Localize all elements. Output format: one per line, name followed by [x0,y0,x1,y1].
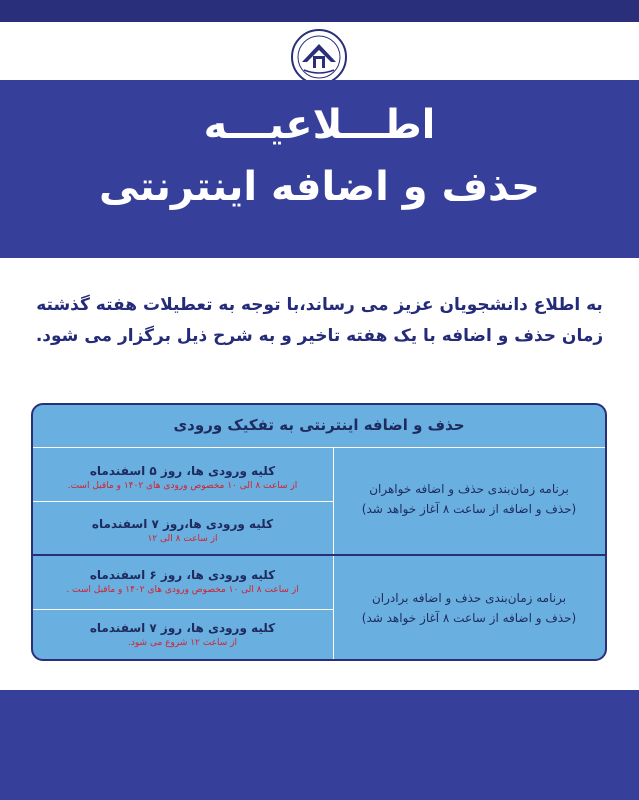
announcement-title: اطـــلاعیـــه [203,102,436,148]
cell-note-text: از ساعت ۱۲ شروع می شود. [128,638,237,648]
group-label-sisters: برنامه زمان‌بندی حذف و اضافه خواهران (حذف و اضافه از ساعت ۸ آغاز خواهد شد) [361,482,577,516]
university-logo [290,28,348,86]
announcement-subtitle: حذف و اضافه اینترنتی [99,164,540,210]
cell-note-text: از ساعت ۸ الی ۱۰ مخصوص ورودی های ۱۴۰۲ و ماقبل است . [66,585,299,595]
table-cell [33,567,332,597]
university-logo-icon [290,28,348,86]
intro-line-2: زمان حذف و اضافه با یک هفته تاخیر و به شرح ذیل برگزار می شود. [35,326,604,346]
cell-note-text: از ساعت ۸ الی ۱۰ مخصوص ورودی های ۱۴۰۲ و ماقبل است. [67,481,298,491]
cell-main-text: کلیه ورودی ها، روز ۵ اسفندماه [89,464,276,478]
table-cell [33,620,332,650]
group-label-brothers: برنامه زمان‌بندی حذف و اضافه برادران (حذف و اضافه از ساعت ۸ آغاز خواهد شد) [361,591,577,625]
table-cell [33,463,332,493]
row-divider [33,609,333,610]
cell-main-text: کلیه ورودی ها، روز ۷ اسفندماه [89,621,276,635]
schedule-table [31,403,607,661]
cell-main-text: کلیه ورودی ها،روز ۷ اسفندماه [91,517,274,531]
cell-main-text: کلیه ورودی ها، روز ۶ اسفندماه [89,568,276,582]
group-divider [33,554,607,556]
footer-band [0,690,639,800]
row-divider [33,501,333,502]
intro-paragraph [28,290,611,352]
intro-line-1: به اطلاع دانشجویان عزیز می رساند،با توجه به تعطیلات هفته گذشته [36,295,603,315]
header-banner [0,80,639,258]
table-cell [33,516,332,546]
cell-note-text: از ساعت ۸ الی ۱۲ [147,534,218,544]
top-bar [0,0,639,22]
table-title: حذف و اضافه اینترنتی به تفکیک ورودی [33,405,605,448]
